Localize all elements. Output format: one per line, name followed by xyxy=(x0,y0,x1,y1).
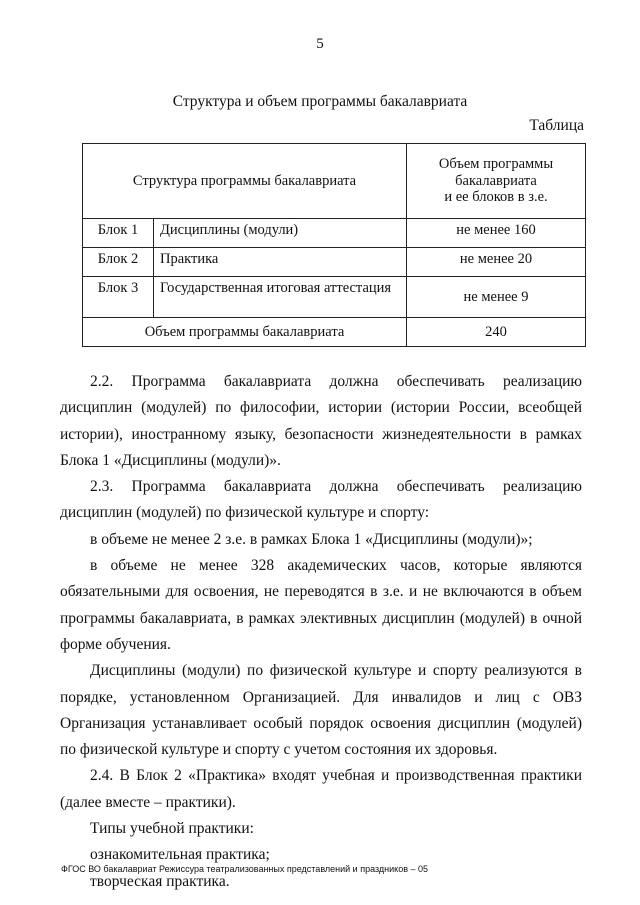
table-total-row xyxy=(83,318,586,347)
header-volume-line-1: Объем программы xyxy=(438,155,554,172)
block-volume-cell: не менее 20 xyxy=(407,248,586,277)
paragraph-volume-hours: в объеме не менее 328 академических часов, которые являются обязательными для освоения, не переводятся в з.е. и не включаются в объем программы бакалавриата, в рамках элективных дисциплин (модулей) в очной форме обучения. xyxy=(60,557,582,653)
total-value-cell: 240 xyxy=(407,318,586,347)
paragraph-2-3: 2.3. Программа бакалавриата должна обеспечивать реализацию дисциплин (модулей) по физической культуре и спорту: xyxy=(60,478,582,522)
block-cell: Блок 2 xyxy=(83,248,154,277)
paragraph-volume-credits: в объеме не менее 2 з.е. в рамках Блока 1 «Дисциплины (модули)»; xyxy=(90,530,533,548)
header-volume xyxy=(407,144,586,219)
table-row xyxy=(83,248,586,277)
page-footer: ФГОС ВО бакалавриат Режиссура театрализованных представлений и праздников – 05 xyxy=(61,864,429,874)
block-cell: Блок 3 xyxy=(83,277,154,318)
block-name-cell: Государственная итоговая аттестация xyxy=(154,277,407,318)
header-volume-line-3: и ее блоков в з.е. xyxy=(444,189,548,206)
block-volume-cell: не менее 9 xyxy=(407,277,586,318)
page-number: 5 xyxy=(316,36,324,52)
paragraph-practice-types: Типы учебной практики: xyxy=(90,820,254,838)
block-cell: Блок 1 xyxy=(83,219,154,248)
paragraph-pe-order: Дисциплины (модули) по физической культуре и спорту реализуются в порядке, установленном Организацией. Для инвалидов и лиц с ОВЗ Организация устанавливает особый порядок освоения дисциплин (модулей) по физической культуре и спорту с учетом состояния их здоровья. xyxy=(60,662,582,759)
paragraph-creative-practice: творческая практика. xyxy=(90,872,230,890)
header-structure: Структура программы бакалавриата xyxy=(83,144,407,219)
header-volume-line-2: бакалавриата xyxy=(455,172,537,189)
program-structure-table xyxy=(82,143,586,347)
block-name-cell: Практика xyxy=(154,248,407,277)
table-row xyxy=(83,277,586,318)
block-name-cell: Дисциплины (модули) xyxy=(154,219,407,248)
table-row xyxy=(83,219,586,248)
body-text xyxy=(60,369,582,895)
table-label: Таблица xyxy=(529,117,584,134)
paragraph-2-4: 2.4. В Блок 2 «Практика» входят учебная и производственная практики (далее вместе – практики). xyxy=(60,767,582,811)
block-volume-cell: не менее 160 xyxy=(407,219,586,248)
table-title: Структура и объем программы бакалавриата xyxy=(172,93,468,110)
paragraph-2-2: 2.2. Программа бакалавриата должна обеспечивать реализацию дисциплин (модулей) по философии, истории (истории России, всеобщей истории), иностранному языку, безопасности жизнедеятельности в рамках Блока 1 «Дисциплины (модули)». xyxy=(60,373,582,469)
total-label-cell: Объем программы бакалавриата xyxy=(83,318,407,347)
paragraph-intro-practice: ознакомительная практика; xyxy=(90,846,270,864)
table-header-row xyxy=(83,144,586,219)
